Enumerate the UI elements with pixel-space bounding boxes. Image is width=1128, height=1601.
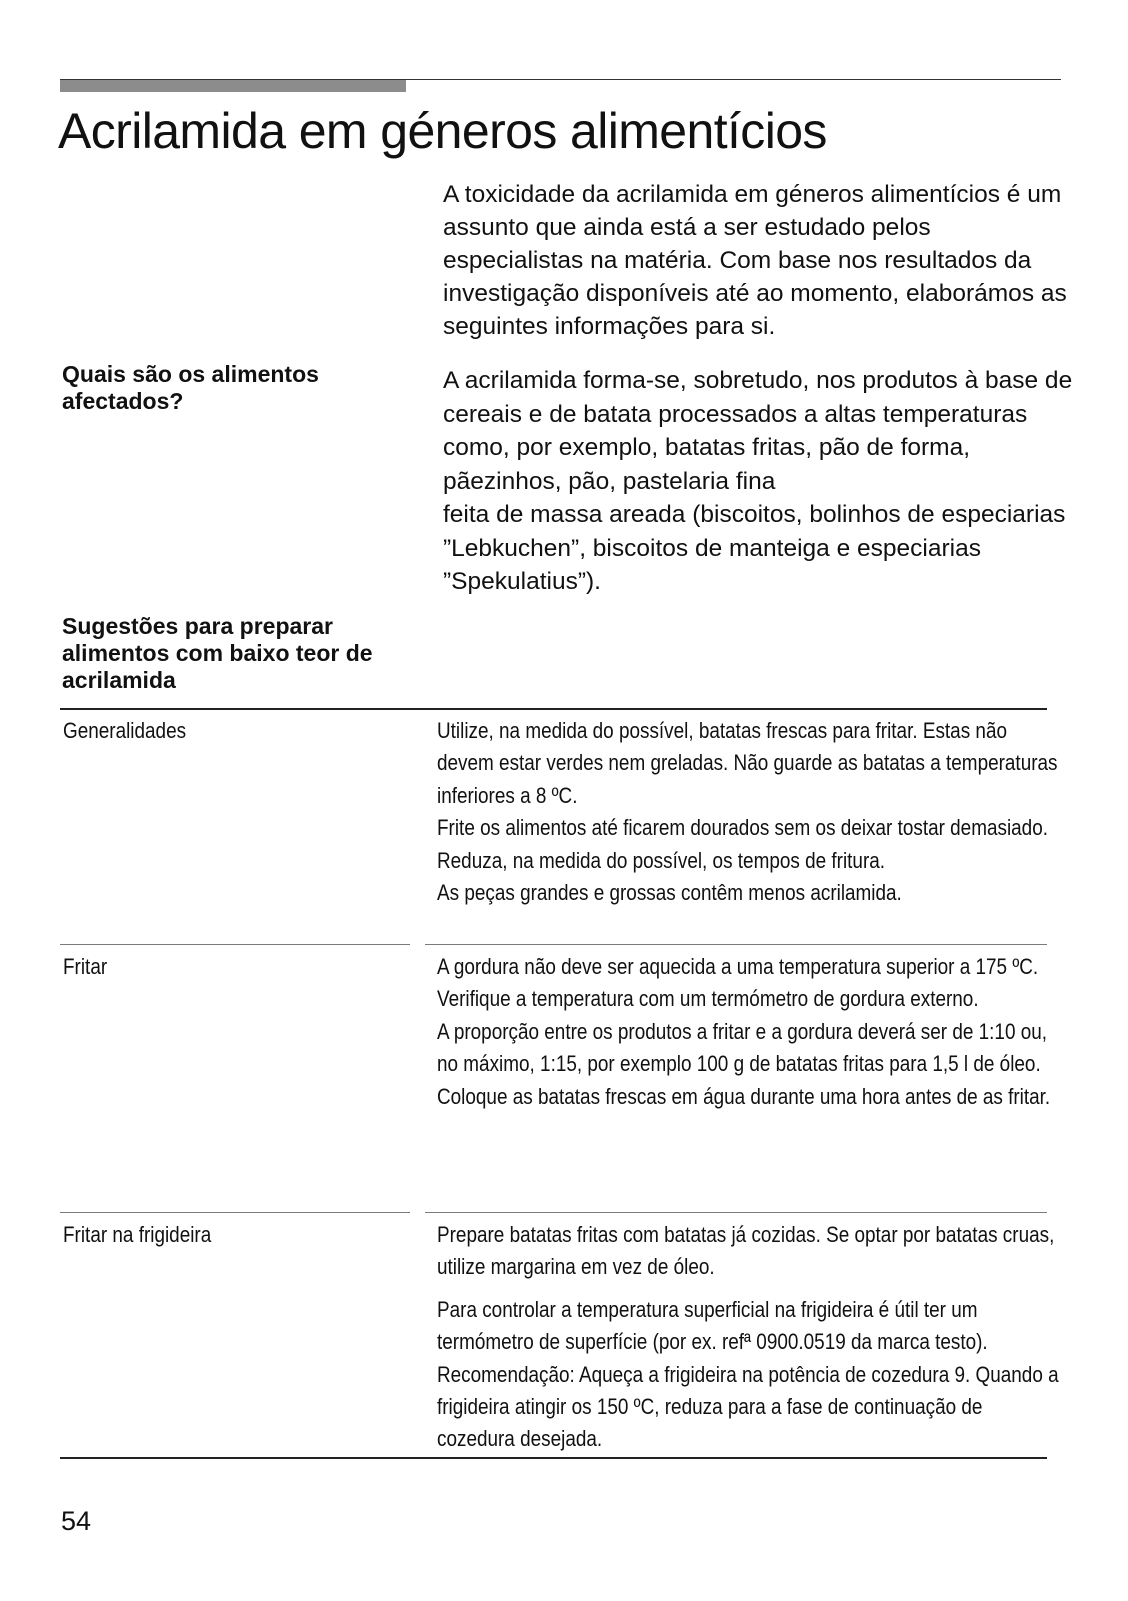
table-top-rule [60, 708, 1047, 710]
affected-foods-text [443, 364, 1073, 599]
table-row-paragraph: A gordura não deve ser aquecida a uma temperatura superior a 175 ºC. Verifique a temperatura com um termómetro de gordura externo. [437, 954, 1039, 1012]
page-number: 54 [61, 1506, 92, 1536]
table-row-text [437, 1219, 1061, 1456]
affected-foods-heading: Quais são os alimentos afectados? [62, 361, 319, 414]
table-row-label: Generalidades [63, 718, 187, 743]
table-bottom-rule [60, 1457, 1047, 1459]
table-row-paragraph: Prepare batatas fritas com batatas já cozidas. Se optar por batatas cruas, utilize margarina em vez de óleo. [437, 1222, 1055, 1280]
row-divider [60, 944, 410, 945]
page-title: Acrilamida em géneros alimentícios [58, 103, 827, 159]
row-divider [425, 1212, 1047, 1213]
table-row-label: Fritar [63, 954, 108, 979]
table-row-label: Fritar na frigideira [63, 1222, 212, 1247]
tips-heading: Sugestões para preparar alimentos com baixo teor de acrilamida [62, 613, 373, 693]
table-row-paragraph: Reduza, na medida do possível, os tempos de fritura. [437, 847, 886, 873]
row-divider [425, 944, 1047, 945]
table-row-paragraph: A proporção entre os produtos a fritar e a gordura deverá ser de 1:10 ou, no máximo, 1:15, por exemplo 100 g de batatas fritas para 1,5 l de óleo. [437, 1018, 1048, 1077]
affected-foods-paragraph: feita de massa areada (biscoitos, bolinhos de especiarias ”Lebkuchen”, biscoitos de manteiga e especiarias ”Spekulatius”). [443, 501, 1066, 595]
header-accent-bar [60, 80, 406, 92]
table-row-paragraph: Frite os alimentos até ficarem dourados sem os deixar tostar demasiado. [437, 815, 1048, 841]
intro-paragraph: A toxicidade da acrilamida em géneros alimentícios é um assunto que ainda está a ser estudado pelos especialistas na matéria. Com base nos resultados da investigação disponíveis até ao momento, elaborámos as seguintes informações para si. [443, 181, 1067, 340]
row-divider [60, 1212, 410, 1213]
table-row-text [437, 951, 1061, 1113]
table-row-text [437, 715, 1061, 909]
table-row-paragraph: Coloque as batatas frescas em água durante uma hora antes de as fritar. [437, 1083, 1051, 1109]
table-row-paragraph: Utilize, na medida do possível, batatas frescas para fritar. Estas não devem estar verdes nem greladas. Não guarde as batatas a temperaturas inferiores a 8 ºC. [437, 718, 1058, 808]
table-row-paragraph: As peças grandes e grossas contêm menos acrilamida. [437, 880, 902, 906]
table-row-paragraph: Para controlar a temperatura superficial na frigideira é útil ter um termómetro de superfície (por ex. refª 0900.0519 da marca testo). Recomendação: Aqueça a frigideira na potência de cozedura 9. Quando a frigideira atingir os 150 ºC, reduza para a fase de continuação de cozedura desejada. [437, 1296, 1059, 1452]
affected-foods-paragraph: A acrilamida forma-se, sobretudo, nos produtos à base de cereais e de batata processados a altas temperaturas como, por exemplo, batatas fritas, pão de forma, pãezinhos, pão, pastelaria fina [443, 367, 1073, 495]
